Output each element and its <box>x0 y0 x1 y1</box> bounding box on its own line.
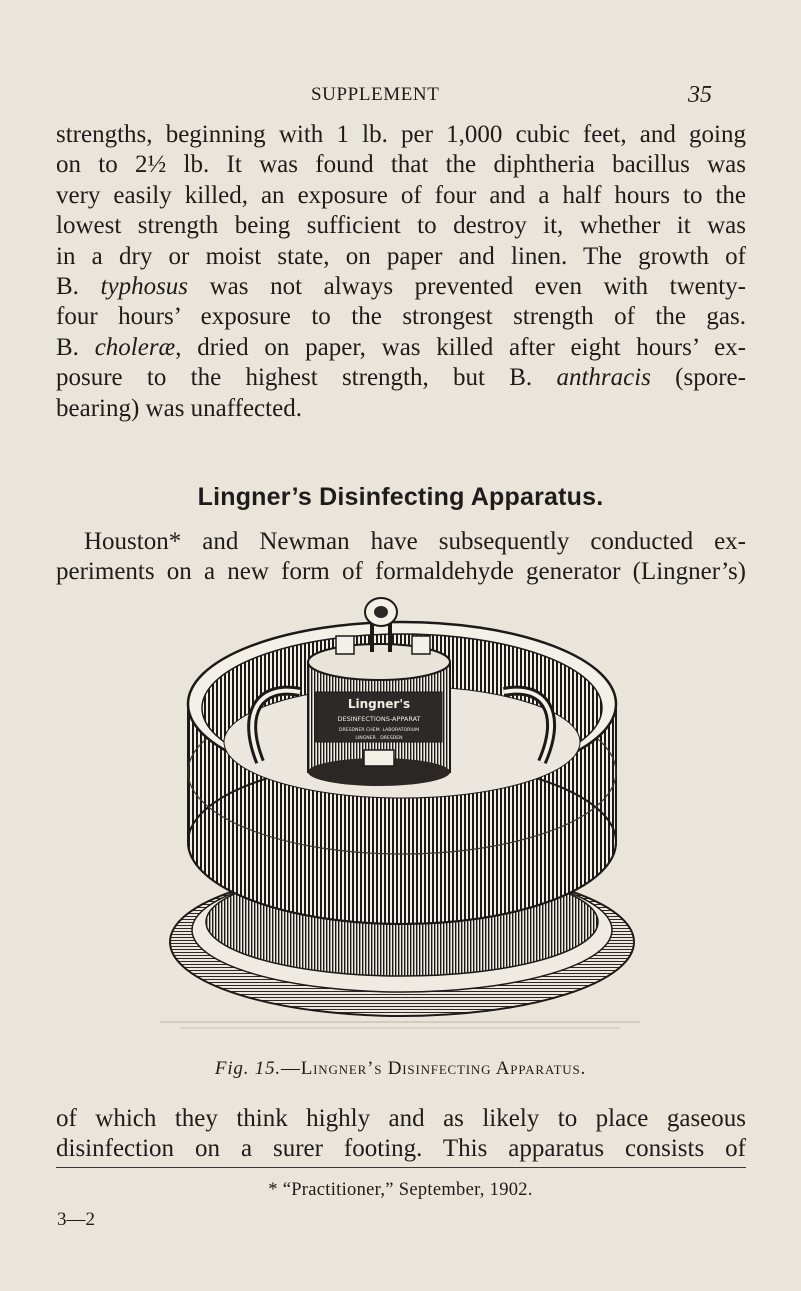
figure-caption <box>0 1058 801 1080</box>
text-line: very easily killed, an exposure of four and a half hours to the <box>56 181 746 209</box>
footnote: * “Practitioner,” September, 1902. <box>268 1180 533 1200</box>
text-line: in a dry or moist state, on paper and linen. The growth of <box>56 242 746 270</box>
text-line: strengths, beginning with 1 lb. per 1,000 cubic feet, and going <box>56 121 746 148</box>
generator-cylinder <box>308 644 450 786</box>
caption-text: —Lingner’s Disinfecting Apparatus. <box>280 1058 587 1079</box>
caption-label: Fig. 15. <box>214 1058 281 1079</box>
text-line: on to 2½ lb. It was found that the diphtheria bacillus was <box>56 151 746 179</box>
text-line: B. typhosus was not always prevented even with twenty- <box>56 272 746 300</box>
section-title: Lingner’s Disinfecting Apparatus. <box>197 483 604 511</box>
page-number: 35 <box>688 82 712 108</box>
paragraph-houston <box>56 527 746 588</box>
page-header <box>0 84 801 114</box>
apparatus-illustration <box>140 592 660 1052</box>
text-line: lowest strength being sufficient to destroy it, whether it was <box>56 212 746 240</box>
signature-mark: 3—2 <box>57 1209 95 1230</box>
text-line: periments on a new form of formaldehyde generator (Lingner’s) <box>56 558 746 586</box>
text-line: B. choleræ, dried on paper, was killed after eight hours’ ex- <box>56 333 746 361</box>
plate-brand: Lingner's <box>347 697 411 711</box>
footnote-rule <box>56 1167 746 1168</box>
plate-title: DESINFECTIONS-APPARAT <box>337 715 421 723</box>
text-line: bearing) was unaffected. <box>56 394 302 422</box>
text-line: posure to the highest strength, but B. anthracis (spore- <box>56 364 746 392</box>
lingner-apparatus-figure <box>140 592 660 1052</box>
paragraph-strengths <box>56 120 746 424</box>
paragraph-footing <box>56 1104 746 1165</box>
text-line: four hours’ exposure to the strongest strength of the gas. <box>56 303 746 331</box>
plate-maker: DRESDNER CHEM. LABORATORIUM <box>338 728 420 733</box>
running-head: SUPPLEMENT <box>311 84 440 105</box>
text-line: disinfection on a surer footing. This apparatus consists of <box>56 1135 746 1163</box>
text-line: Houston* and Newman have subsequently conducted ex- <box>84 528 746 555</box>
text-line: of which they think highly and as likely to place gaseous <box>56 1105 746 1132</box>
plate-city: LINGNER . DRESDEN <box>355 736 403 741</box>
